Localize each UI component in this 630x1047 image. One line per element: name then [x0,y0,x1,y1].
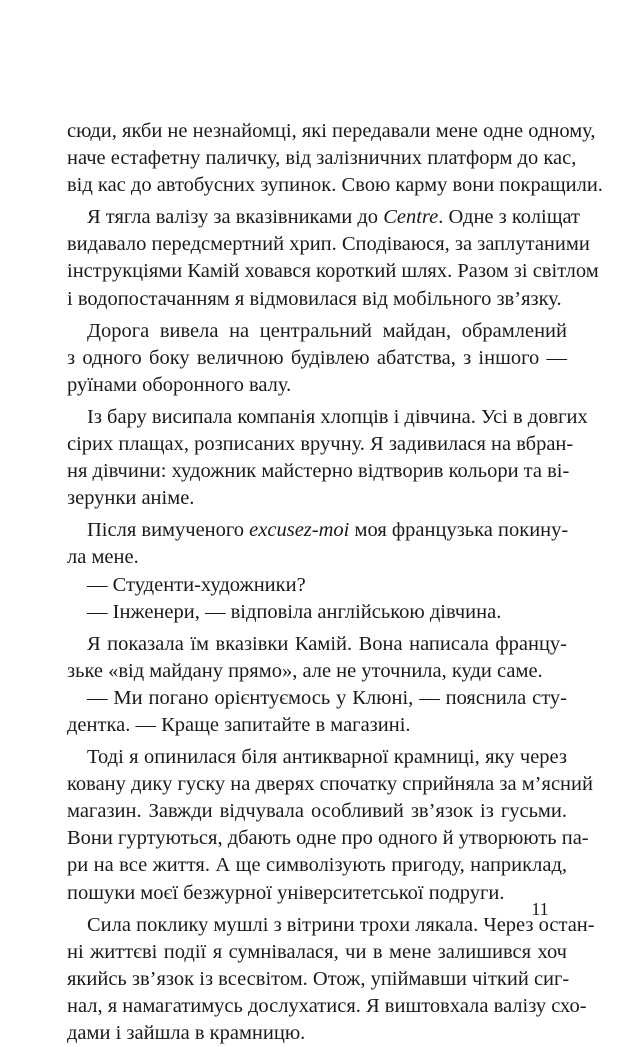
text-line [67,258,599,285]
text-segment: від кас до автобусних зупинок. Свою карму вони покращили. [67,174,603,197]
text-segment: руїнами оборонного валу. [67,373,292,396]
text-line [67,658,567,685]
paragraph [67,118,603,199]
paragraph [67,204,599,312]
text-segment: — Інженери, — відповіла англійською дівчина. [87,600,502,623]
text-line [67,966,570,993]
text-line [67,798,567,825]
paragraph [67,517,567,571]
text-line [67,458,570,485]
text-segment: дами і зайшла в крамницю. [67,1022,306,1044]
text-segment: якийсь зв’язок із всесвітом. Отож, упіймавши чіткий сиг- [67,967,570,990]
text-segment: інструкціями Камій ховався короткий шлях. Разом зі світлом [67,260,599,283]
paragraph [67,685,567,739]
text-line [67,685,567,712]
text-segment: сірих плащах, розписаних вручну. Я задивилася на вбран- [67,433,574,456]
text-segment: ри на все життя. А ще символізують пригоду, наприклад, [67,854,567,877]
italic-text: Centre [383,206,439,229]
text-segment: Тоді я опинилася біля антикварної крамниці, яку через [87,746,567,769]
page-number: 11 [531,899,549,919]
text-segment: Я тягла валізу за вказівниками до [87,206,384,229]
text-line [67,372,567,399]
text-line [67,771,593,798]
text-line [67,852,567,879]
paragraph [67,572,567,599]
body-text [67,118,603,1047]
paragraph [67,599,567,626]
text-line [67,172,603,199]
text-line [67,318,567,345]
text-line [67,204,581,231]
italic-text: excusez-moi [249,519,350,542]
text-line [67,825,589,852]
text-line [67,939,567,966]
text-segment: сюди, якби не незнайомці, які передавали мене одне одному, [67,120,596,142]
text-segment: Дорога вивела на центральний майдан, обрамлений [87,319,567,342]
text-segment: наче естафетну паличку, від залізничних платформ до кас, [67,147,577,170]
text-segment: магазин. Завжди відчувала особливий зв’язок із гусьми. [67,800,567,823]
text-line [67,631,567,658]
text-segment: Вони гуртуються, дбають одне про одного й утворюють па- [67,827,589,850]
text-segment: зьке «від майдану прямо», але не уточнила, куди саме. [67,659,543,682]
text-segment: з одного боку величною будівлею абатства, з іншого — [67,346,567,369]
text-line [67,1020,567,1047]
text-line [67,993,587,1020]
text-line [67,485,567,512]
text-segment: . Одне з коліщат [438,206,581,229]
text-segment: видавало передсмертний хрип. Сподіваюся, за заплутаними [67,233,590,256]
text-line [67,145,577,172]
text-line [67,912,595,939]
text-segment: ня дівчини: художник майстерно відтворив кольори та ві- [67,460,570,483]
text-segment: Сила поклику мушлі з вітрини трохи лякала. Через остан- [87,913,595,936]
text-segment: і водопостачанням я відмовилася від мобільного зв’язку. [67,287,562,310]
text-line [67,880,567,907]
text-line [67,572,567,599]
text-segment: дентка. — Краще запитайте в магазині. [67,713,411,736]
text-line [67,231,590,258]
text-line [67,599,567,626]
paragraph [67,318,567,399]
text-line [67,544,567,571]
text-segment: зерунки аніме. [67,487,195,510]
text-segment: — Ми погано орієнтуємось у Клюні, — пояснила сту- [87,686,567,709]
text-line [67,345,567,372]
text-segment: Після вимученого [87,519,250,542]
text-line [67,118,596,145]
text-segment: ні життєві події я сумнівалася, чи в мене залишився хоч [67,940,567,963]
text-segment: ковану дику гуску на дверях спочатку сприйняла за м’ясний [67,773,593,796]
paragraph [67,744,593,907]
text-line [67,404,588,431]
paragraph [67,631,567,685]
text-segment: Із бару висипала компанія хлопців і дівчина. Усі в довгих [87,405,588,428]
text-segment: пошуки моєї безжурної університетської подруги. [67,881,505,904]
text-segment: ла мене. [67,546,139,569]
paragraph [67,404,588,512]
text-segment: моя французька покину- [349,519,569,542]
text-line [67,744,567,771]
text-segment: Я показала їм вказівки Камій. Вона написала францу- [87,632,567,655]
text-line [67,712,567,739]
text-line [67,431,574,458]
paragraph [67,912,595,1047]
text-line [67,517,567,544]
text-segment: нал, я намагатимусь дослухатися. Я виштовхала валізу схо- [67,994,587,1017]
text-line [67,286,567,313]
text-segment: — Студенти-художники? [87,573,306,596]
